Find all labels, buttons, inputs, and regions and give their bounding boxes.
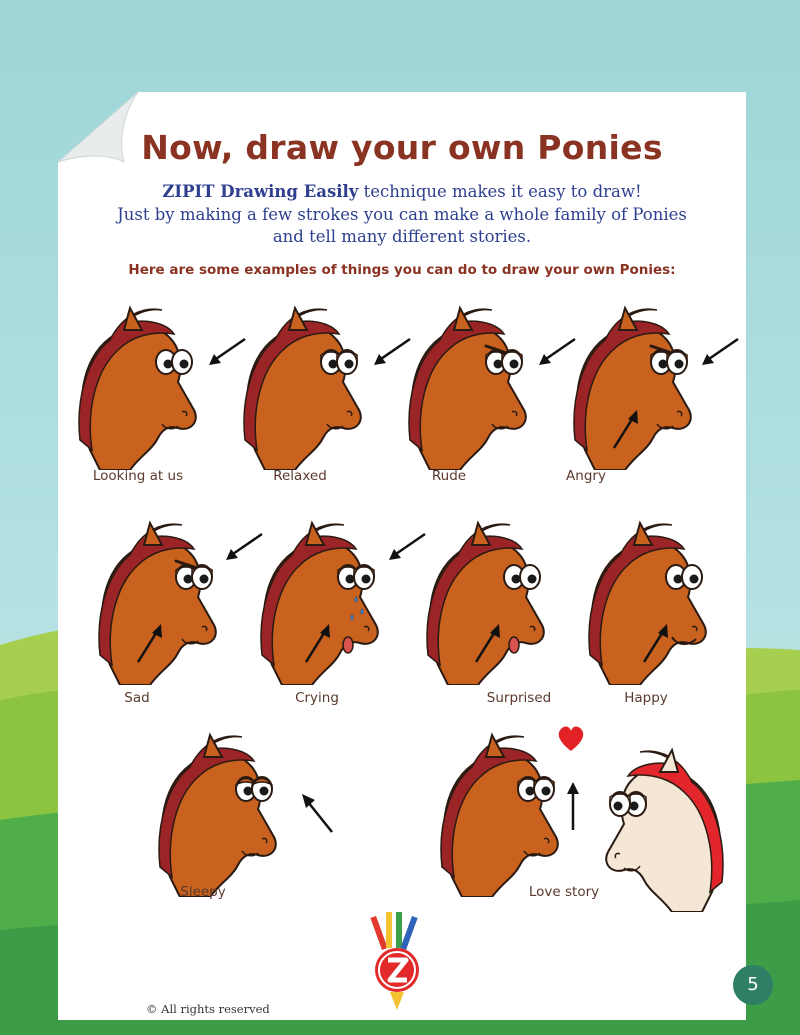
arrow-shaft: [306, 630, 326, 662]
pony-caption: Crying: [295, 690, 339, 706]
pony-caption: Sad: [124, 690, 150, 706]
pony-head-icon: [70, 300, 220, 470]
pony-caption: Happy: [624, 690, 668, 706]
intro-line-1: technique makes it easy to draw!: [358, 182, 642, 201]
tear-drop: [355, 597, 357, 602]
pony-caption: Love story: [528, 884, 600, 900]
pony-pupil: [614, 802, 623, 811]
pony-caption: Surprised: [486, 690, 552, 706]
pointer-arrow-icon: [128, 622, 172, 666]
arrow-head: [567, 782, 579, 794]
pony-mouth: [343, 637, 353, 653]
pony-head-shape: [412, 326, 526, 470]
pony-pupil: [200, 575, 209, 584]
intro-line-2: Just by making a few strokes you can make a whole family of Ponies: [117, 204, 687, 224]
pony-pupil: [345, 360, 354, 369]
pony-caption: Angry: [566, 468, 606, 484]
pony-pupil: [528, 575, 537, 584]
pony-mouth: [509, 637, 519, 653]
intro-line-3: and tell many different stories.: [272, 227, 532, 246]
pony-pupil: [690, 575, 699, 584]
pony-example: [235, 300, 385, 470]
pointer-arrow-icon: [563, 782, 583, 832]
examples-heading: Here are some examples of things you can do to draw your own Ponies:: [128, 262, 676, 278]
brand-name: ZIPIT Drawing Easily: [162, 182, 359, 201]
pony-head-shape: [82, 326, 196, 470]
pony-pupil: [542, 787, 551, 796]
pony-head-icon: [400, 300, 550, 470]
intro-text: [58, 181, 746, 249]
pony-caption: Relaxed: [273, 468, 327, 484]
arrow-shaft: [308, 802, 332, 832]
pony-head-shape: [247, 326, 361, 470]
pony-caption: Sleepy: [180, 884, 226, 900]
pony-pupil: [510, 360, 519, 369]
pony-example: [400, 300, 550, 470]
pony-head-icon: [235, 300, 385, 470]
pony-example: [70, 300, 220, 470]
pony-head-icon: [150, 727, 300, 897]
arrow-shaft: [706, 339, 738, 361]
tear-drop: [361, 609, 363, 614]
copyright-notice: © All rights reserved: [146, 1002, 270, 1016]
arrow-shaft: [644, 630, 664, 662]
pointer-arrow-icon: [604, 408, 648, 452]
arrow-shaft: [138, 630, 158, 662]
page-title: Now, draw your own Ponies: [141, 128, 663, 167]
arrow-shaft: [614, 416, 634, 448]
heart-icon: [556, 725, 586, 753]
pointer-arrow-icon: [296, 622, 340, 666]
page-number-badge: 5: [733, 965, 773, 1005]
pony-pupil: [362, 575, 371, 584]
pointer-arrow-icon: [466, 622, 510, 666]
tear-drop: [351, 615, 353, 620]
pony-caption: Looking at us: [92, 468, 184, 484]
pony-caption: Rude: [431, 468, 467, 484]
pony-pupil: [180, 360, 189, 369]
zipit-logo: [362, 910, 432, 1028]
pony-example: [150, 727, 300, 897]
arrow-shaft: [476, 630, 496, 662]
heart-shape: [559, 727, 583, 751]
pointer-arrow-icon: [698, 335, 742, 379]
pony-head-shape: [162, 753, 276, 897]
pointer-arrow-icon: [298, 792, 342, 836]
pointer-arrow-icon: [634, 622, 678, 666]
pony-pupil: [675, 360, 684, 369]
pony-head-shape: [444, 753, 558, 897]
arrow-head: [302, 794, 315, 808]
pony-pupil: [260, 787, 269, 796]
